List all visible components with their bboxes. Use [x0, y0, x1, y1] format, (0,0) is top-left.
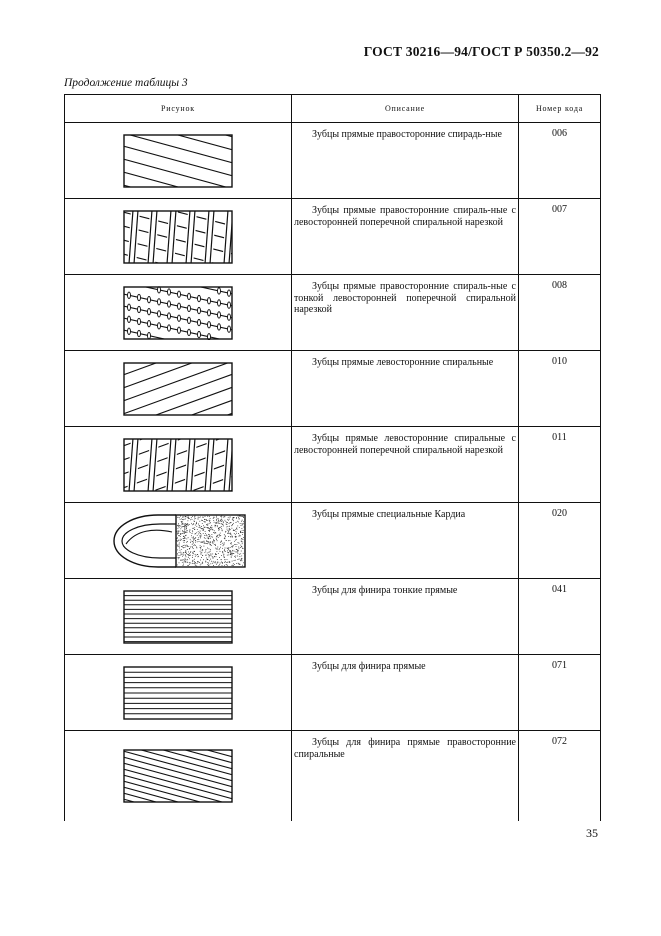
tooth-pattern-cardia — [110, 514, 246, 568]
description-text: Зубцы прямые специальные Кардиа — [312, 509, 466, 520]
tooth-pattern-dense-right-spiral — [123, 749, 233, 803]
pattern-code: 008 — [519, 275, 601, 351]
description-text: Зубцы прямые левосторонние спиральные — [312, 357, 494, 368]
pattern-code: 007 — [519, 199, 601, 275]
table-continuation-label: Продолжение таблицы 3 — [64, 77, 188, 89]
table-row — [65, 275, 601, 351]
pattern-figure-cell — [65, 427, 292, 503]
header-description: Описание — [292, 95, 519, 123]
pattern-description — [292, 731, 519, 821]
description-text: Зубцы прямые правосторонние спирадь-ные — [312, 129, 502, 140]
tooth-pattern-left-spiral-cross — [123, 438, 233, 492]
table-row — [65, 199, 601, 275]
pattern-figure-cell — [65, 123, 292, 199]
pattern-figure-cell — [65, 655, 292, 731]
table-row — [65, 427, 601, 503]
pattern-figure-cell — [65, 199, 292, 275]
pattern-figure-cell — [65, 351, 292, 427]
table-header-row — [65, 95, 601, 123]
pattern-description — [292, 579, 519, 655]
description-text: Зубцы для финира прямые — [312, 661, 426, 672]
pattern-figure-cell — [65, 275, 292, 351]
pattern-code: 041 — [519, 579, 601, 655]
table-row — [65, 731, 601, 821]
pattern-figure-cell — [65, 579, 292, 655]
tooth-pattern-right-spiral — [123, 134, 233, 188]
tooth-pattern-straight — [123, 666, 233, 720]
pattern-figure-cell — [65, 731, 292, 821]
document-header: ГОСТ 30216—94/ГОСТ Р 50350.2—92 — [363, 44, 599, 59]
pattern-description — [292, 123, 519, 199]
pattern-code: 071 — [519, 655, 601, 731]
description-text: Зубцы прямые правосторонние спираль-ные с тонкой левосторонней поперечной спиральной нарезкой — [294, 281, 516, 315]
tooth-pattern-fine-straight — [123, 590, 233, 644]
pattern-description — [292, 503, 519, 579]
pattern-code: 006 — [519, 123, 601, 199]
pattern-code: 072 — [519, 731, 601, 821]
pattern-description — [292, 655, 519, 731]
pattern-description — [292, 351, 519, 427]
tooth-pattern-right-spiral-fine-cross — [123, 286, 233, 340]
pattern-code: 011 — [519, 427, 601, 503]
pattern-description — [292, 199, 519, 275]
pattern-description — [292, 275, 519, 351]
pattern-figure-cell — [65, 503, 292, 579]
tooth-pattern-left-spiral — [123, 362, 233, 416]
table-row — [65, 503, 601, 579]
table-row — [65, 123, 601, 199]
table-row — [65, 579, 601, 655]
header-code: Номер кода — [519, 95, 601, 123]
description-text: Зубцы для финира тонкие прямые — [312, 585, 458, 596]
table-row — [65, 655, 601, 731]
pattern-code: 020 — [519, 503, 601, 579]
description-text: Зубцы для финира прямые правосторонние спиральные — [294, 737, 516, 760]
pattern-code: 010 — [519, 351, 601, 427]
description-text: Зубцы прямые левосторонние спиральные с левосторонней поперечной спиральной нарезкой — [294, 433, 516, 456]
tooth-codes-table — [64, 94, 601, 821]
table-row — [65, 351, 601, 427]
description-text: Зубцы прямые правосторонние спираль-ные с левосторонней поперечной спиральной нарезкой — [294, 205, 516, 228]
pattern-description — [292, 427, 519, 503]
header-figure: Рисунок — [65, 95, 292, 123]
tooth-pattern-right-spiral-left-cross — [123, 210, 233, 264]
page-number: 35 — [586, 826, 598, 840]
